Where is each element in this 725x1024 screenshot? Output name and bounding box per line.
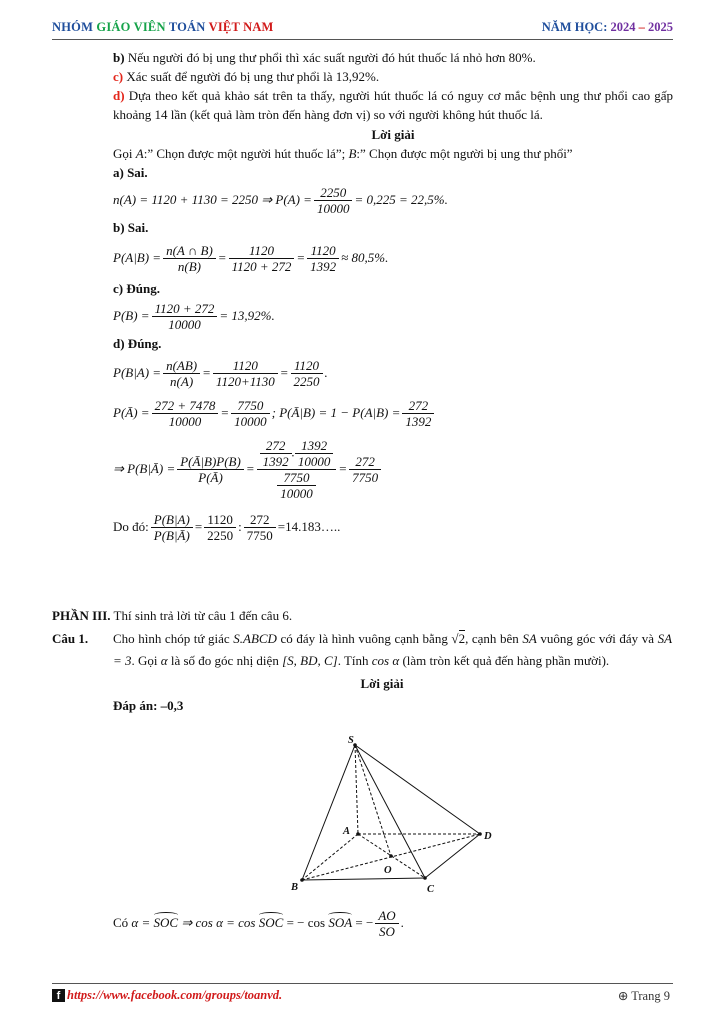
label-a: A [343,826,351,837]
school-year: NĂM HỌC: 2024 – 2025 [541,20,673,34]
label-b: B [291,882,299,893]
math-d4: Do đó: $\frac{P(B|A)}{P(B|Ā)}$ = $\frac{1120}{2250}$ : $\frac{272}{7750}$ =14.183….. [113,511,341,543]
final-equation: Có α = SOC ⇒ cos α = cos SOC = − cos SOA = − $\frac{AO}{SO}$ . [113,907,404,939]
edge-ab [302,834,358,880]
fraction: $\frac{1120}{2250}$ [204,512,236,543]
point-o [389,854,393,858]
fraction: $\frac{AO}{SO}$ [375,908,398,939]
result-d: d) Đúng. [113,336,162,351]
edge-sc [355,745,425,878]
label-o: O [384,865,392,876]
answer: Đáp án: –0,3 [113,698,184,713]
part-three-heading: PHẦN III. Thí sinh trả lời từ câu 1 đến câu 6. [52,608,293,623]
sqrt-two: √2 [451,631,466,646]
fraction: $\frac{272 + 7478}{10000}$ [152,398,219,429]
fraction: $\frac{272}{7750}$ [349,454,381,485]
page-symbol-icon: ⊕ [617,989,629,1003]
edge-bc [302,878,425,880]
statement-b: b) Nếu người đó bị ung thư phổi thì xác suất người đó hút thuốc lá nhỏ hơn 80%. [113,50,536,65]
fraction: $\frac{n(AB)}{n(A)}$ [163,358,200,389]
math-c: P(B) = $\frac{1120 + 272}{10000}$ = 13,92%. [113,300,275,332]
fraction: $\frac{1120}{1392}$ [307,243,339,274]
part-three [52,606,672,715]
footer-divider [52,983,673,984]
math-a: n(A) = 1120 + 1130 = 2250 ⇒ P(A) = $\frac{2250}{10000}$ = 0,225 = 22,5%. [113,184,448,216]
fraction: $\frac{272}{7750}$ [244,512,276,543]
page-header [52,20,673,40]
math-d1: P(B|A) = $\frac{n(AB)}{n(A)}$ = $\frac{1120}{1120+1130}$ = $\frac{1120}{2250}$ . [113,357,328,389]
fraction: $\frac{P(Ā|B)P(B)}{P(Ā)}$ [177,454,244,485]
result-c: c) Đúng. [113,281,160,296]
fraction: $\frac{1120}{2250}$ [291,358,323,389]
result-b: b) Sai. [113,220,149,235]
label-c: C [427,884,435,895]
solution-title: Lời giải [371,127,415,142]
solution-intro: Gọi A:” Chọn được một người hút thuốc lá”; B:” Chọn được một người bị ung thư phổi” [113,146,573,161]
fraction: $\frac{1120}{1120 + 272}$ [229,243,295,274]
fraction: $\frac{2250}{10000}$ [314,185,353,216]
edge-sd [355,745,480,834]
fraction: $\frac{272}{1392}$ [402,398,434,429]
math-d2: P(Ā) = $\frac{272 + 7478}{10000}$ = $\frac{7750}{10000}$ ; P(Ā|B) = 1 − P(A|B) = $\frac{272}{1392}$ [113,393,673,433]
compound-fraction: $\frac{272}{1392}$ . $\frac{1392}{10000}$ $\frac{7750}{10000}$ [257,438,337,501]
statement-d: d) Dựa theo kết quả khảo sát trên ta thấy, người hút thuốc lá có nguy cơ mắc bệnh ung thư phổi cao gấp khoảng 14 lần (kết quả làm tròn đến hàng đơn vị) so với người không hút thuốc lá. [113,88,674,122]
page-number: ⊕ Trang 9 [617,989,670,1003]
result-a: a) Sai. [113,165,148,180]
fraction: $\frac{P(B|A)}{P(B|Ā)}$ [151,512,193,543]
question-text: Cho hình chóp tứ giác S.ABCD có đáy là hình vuông cạnh bằng √2, cạnh bên SA vuông góc với đáy và SA = 3. Gọi α là số đo góc nhị diện [S, BD, C]. Tính cos α (làm tròn kết quả đến hàng phần mười). [113,631,673,668]
edge-sb [302,745,355,880]
fraction: $\frac{n(A \cap B)}{n(B)}$ [163,243,216,274]
point-b [300,878,304,882]
edge-sa [355,745,358,834]
label-d: D [484,831,492,842]
point-d [478,832,482,836]
content [113,48,673,549]
facebook-icon: f [52,989,65,1002]
math-b: P(A|B) = $\frac{n(A \cap B)}{n(B)}$ = $\frac{1120}{1120 + 272}$ = $\frac{1120}{1392}$ ≈ 80,5%. [113,242,389,274]
math-d3: ⇒ P(B|Ā) = $\frac{P(Ā|B)P(B)}{P(Ā)}$ = $\frac{272}{1392}$ . $\frac{1392}{10000}$ $\frac{7750}{10000}$ = $\frac{272}{7750}$ [113,433,673,505]
point-c [423,876,427,880]
pyramid-figure [280,730,510,900]
point-a [356,832,360,836]
label-s: S [348,735,354,746]
statement-c: c) Xác suất để người đó bị ung thư phổi là 13,92%. [113,69,380,84]
group-name: NHÓM GIÁO VIÊN TOÁN VIỆT NAM [52,20,274,34]
fraction: $\frac{7750}{10000}$ [231,398,270,429]
question-1: Câu 1. Cho hình chóp tứ giác S.ABCD có đáy là hình vuông cạnh bằng √2, cạnh bên SA vuông góc với đáy và SA = 3. Gọi α là số đo góc nhị diện [S, BD, C]. Tính cos α (làm tròn kết quả đến hàng phần mười). [52,628,672,672]
fraction: $\frac{1120}{1120+1130}$ [213,358,278,389]
facebook-link[interactable]: f https://www.facebook.com/groups/toanvd. [52,988,282,1003]
header-divider [52,39,673,40]
fraction: $\frac{1120 + 272}{10000}$ [152,301,218,332]
segment-so [355,745,391,856]
solution-title-2: Lời giải [360,676,404,691]
